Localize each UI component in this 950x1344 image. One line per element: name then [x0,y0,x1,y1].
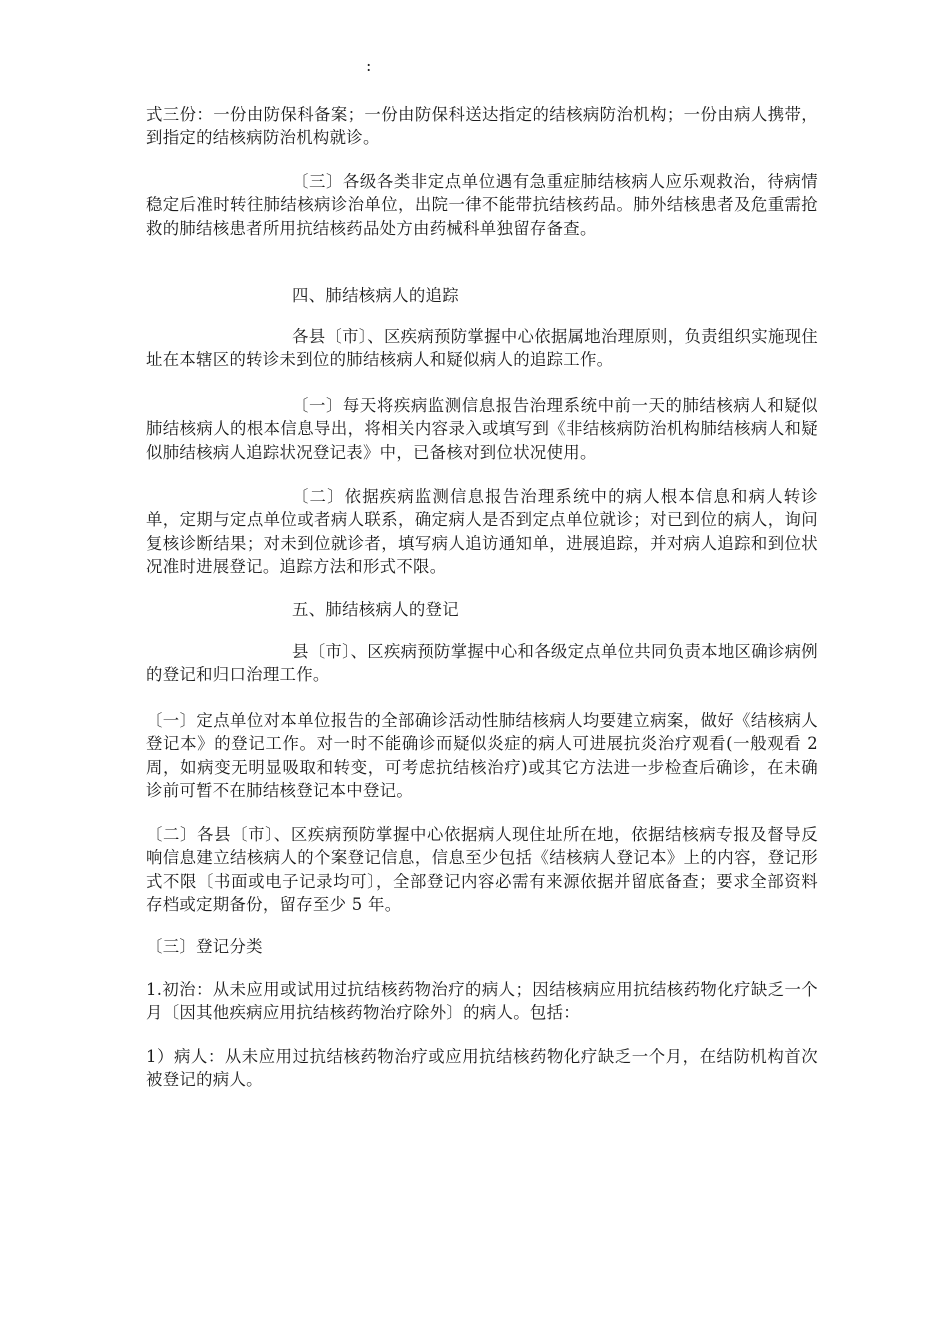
paragraph-item-3-emergency: 〔三〕各级各类非定点单位遇有急重症肺结核病人应乐观救治，待病情稳定后准时转往肺结核病诊治单位，出院一律不能带抗结核药品。肺外结核患者及危重需抢救的肺结核患者所用抗结核药品处方由药械科单独留存备查。 [146,172,818,238]
section-heading-registration: 五、肺结核病人的登记 [292,600,459,619]
paragraph-patient-definition: 1）病人：从未应用过抗结核药物治疗或应用抗结核药物化疗缺乏一个月，在结防机构首次被登记的病人。 [146,1047,818,1090]
paragraph-registration-intro: 县〔市〕、区疾病预防掌握中心和各级定点单位共同负责本地区确诊病例的登记和归口治理工作。 [146,642,818,685]
paragraph-tracking-item-2: 〔二〕依据疾病监测信息报告治理系统中的病人根本信息和病人转诊单，定期与定点单位或者病人联系，确定病人是否到定点单位就诊；对已到位的病人，询问复核诊断结果；对未到位就诊者，填写病人追访通知单，进展追踪，并对病人追踪和到位状况准时进展登记。追踪方法和形式不限。 [146,487,818,577]
paragraph-continuation: 式三份：一份由防保科备案；一份由防保科送达指定的结核病防治机构；一份由病人携带，到指定的结核病防治机构就诊。 [146,105,818,148]
paragraph-tracking-item-1: 〔一〕每天将疾病监测信息报告治理系统中前一天的肺结核病人和疑似肺结核病人的根本信息导出，将相关内容录入或填写到《非结核病防治机构肺结核病人和疑似肺结核病人追踪状况登记表》中，已备核对到位状况使用。 [146,396,818,462]
paragraph-tracking-intro: 各县〔市〕、区疾病预防掌握中心依据属地治理原则，负责组织实施现住址在本辖区的转诊未到位的肺结核病人和疑似病人的追踪工作。 [146,327,818,370]
paragraph-registration-item-2: 〔二〕各县〔市〕、区疾病预防掌握中心依据病人现住址所在地，依据结核病专报及督导反响信息建立结核病人的个案登记信息，信息至少包括《结核病人登记本》上的内容，登记形式不限〔书面或电子记录均可〕，全部登记内容必需有来源依据并留底备查；要求全部资料存档或定期备份，留存至少 5 年。 [146,825,818,915]
paragraph-initial-treatment: 1.初治：从未应用或试用过抗结核药物治疗的病人；因结核病应用抗结核药物化疗缺乏一个月〔因其他疾病应用抗结核药物治疗除外〕的病人。包括： [146,980,818,1023]
paragraph-registration-item-1: 〔一〕定点单位对本单位报告的全部确诊活动性肺结核病人均要建立病案，做好《结核病人登记本》的登记工作。对一时不能确诊而疑似炎症的病人可进展抗炎治疗观看(一般观看 2 周，如病变无明显吸取和转变，可考虑抗结核治疗)或其它方法进一步检查后确诊，在未确诊前可暂不在肺结核登记本中登记。 [146,711,818,801]
section-heading-tracking: 四、肺结核病人的追踪 [292,286,459,305]
paragraph-registration-item-3: 〔三〕登记分类 [146,937,263,956]
header-mark: : [366,56,372,75]
